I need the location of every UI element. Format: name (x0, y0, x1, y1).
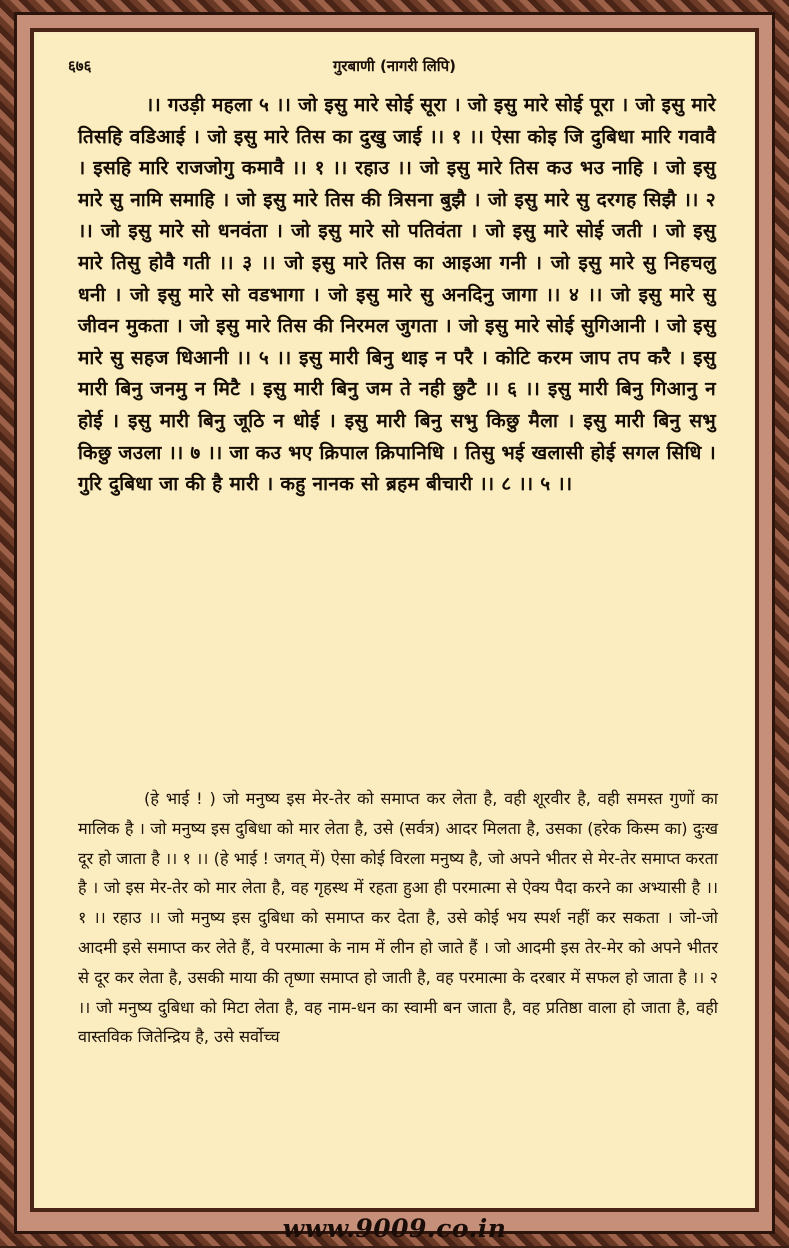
gurbani-verse-block: ।। गउड़ी महला ५ ।। जो इसु मारे सोई सूरा । जो इसु मारे सोई पूरा । जो इसु मारे तिसहि वडिआई । जो इसु मारे तिस का दुखु जाई ।। १ ।। ऐसा कोइ जि दुबिधा मारि गवावै । इसहि मारि राजजोगु कमावै ।। १ ।। रहाउ ।। जो इसु मारे तिस कउ भउ नाहि । जो इसु मारे सु नामि समाहि । जो इसु मारे तिस की त्रिसना बुझै । जो इसु मारे सु दरगह सिझै ।। २ ।। जो इसु मारे सो धनवंता । जो इसु मारे सो पतिवंता । जो इसु मारे सोई जती । जो इसु मारे तिसु होवै गती ।। ३ ।। जो इसु मारे तिस का आइआ गनी । जो इसु मारे सु निहचलु धनी । जो इसु मारे सो वडभागा । जो इसु मारे सु अनदिनु जागा ।। ४ ।। जो इसु मारे सु जीवन मुकता । जो इसु मारे तिस की निरमल जुगता । जो इसु मारे सोई सुगिआनी । जो इसु मारे सु सहज धिआनी ।। ५ ।। इसु मारी बिनु थाइ न परै । कोटि करम जाप तप करै । इसु मारी बिनु जनमु न मिटै । इसु मारी बिनु जम ते नही छुटै ।। ६ ।। इसु मारी बिनु गिआनु न होई । इसु मारी बिनु जूठि न धोई । इसु मारी बिनु सभु किछु मैला । इसु मारी बिनु सभु किछु जउला ।। ७ ।। जा कउ भए क्रिपाल क्रिपानिधि । तिसु भई खलासी होई सगल सिधि । गुरि दुबिधा जा की है मारी । कहु नानक सो ब्रहम बीचारी ।। ८ ।। ५ ।। (78, 90, 716, 501)
scripture-page (36, 34, 753, 1208)
hindi-translation-block: (हे भाई ! ) जो मनुष्य इस मेर-तेर को समाप्त कर लेता है, वही शूरवीर है, वही समस्त गुणों का मालिक है । जो मनुष्य इस दुबिधा को मार लेता है, उसे (सर्वत्र) आदर मिलता है, उसका (हरेक किस्म का) दुःख दूर हो जाता है ।। १ ।। (हे भाई ! जगत् में) ऐसा कोई विरला मनुष्य है, जो अपने भीतर से मेर-तेर समाप्त करता है । जो इस मेर-तेर को मार लेता है, वह गृहस्थ में रहता हुआ ही परमात्मा से ऐक्य पैदा करने का अभ्यासी है ।। १ ।। रहाउ ।। जो मनुष्य इस दुबिधा को समाप्त कर देता है, उसे कोई भय स्पर्श नहीं कर सकता । जो-जो आदमी इसे समाप्त कर लेते हैं, वे परमात्मा के नाम में लीन हो जाते हैं । जो आदमी इस तेर-मेर को अपने भीतर से दूर कर लेता है, उसकी माया की तृष्णा समाप्त हो जाती है, वह परमात्मा के दरबार में सफल हो जाता है ।। २ ।। जो मनुष्य दुबिधा को मिटा लेता है, वह नाम-धन का स्वामी बन जाता है, वह प्रतिष्ठा वाला हो जाता है, वही वास्तविक जितेन्द्रिय है, उसे सर्वोच्च (78, 784, 718, 1052)
page-number: ६७६ (68, 56, 91, 76)
running-title: गुरबाणी (नागरी लिपि) (36, 56, 753, 76)
page-header (36, 56, 753, 80)
website-footer: www.9009.co.in (0, 1214, 789, 1248)
